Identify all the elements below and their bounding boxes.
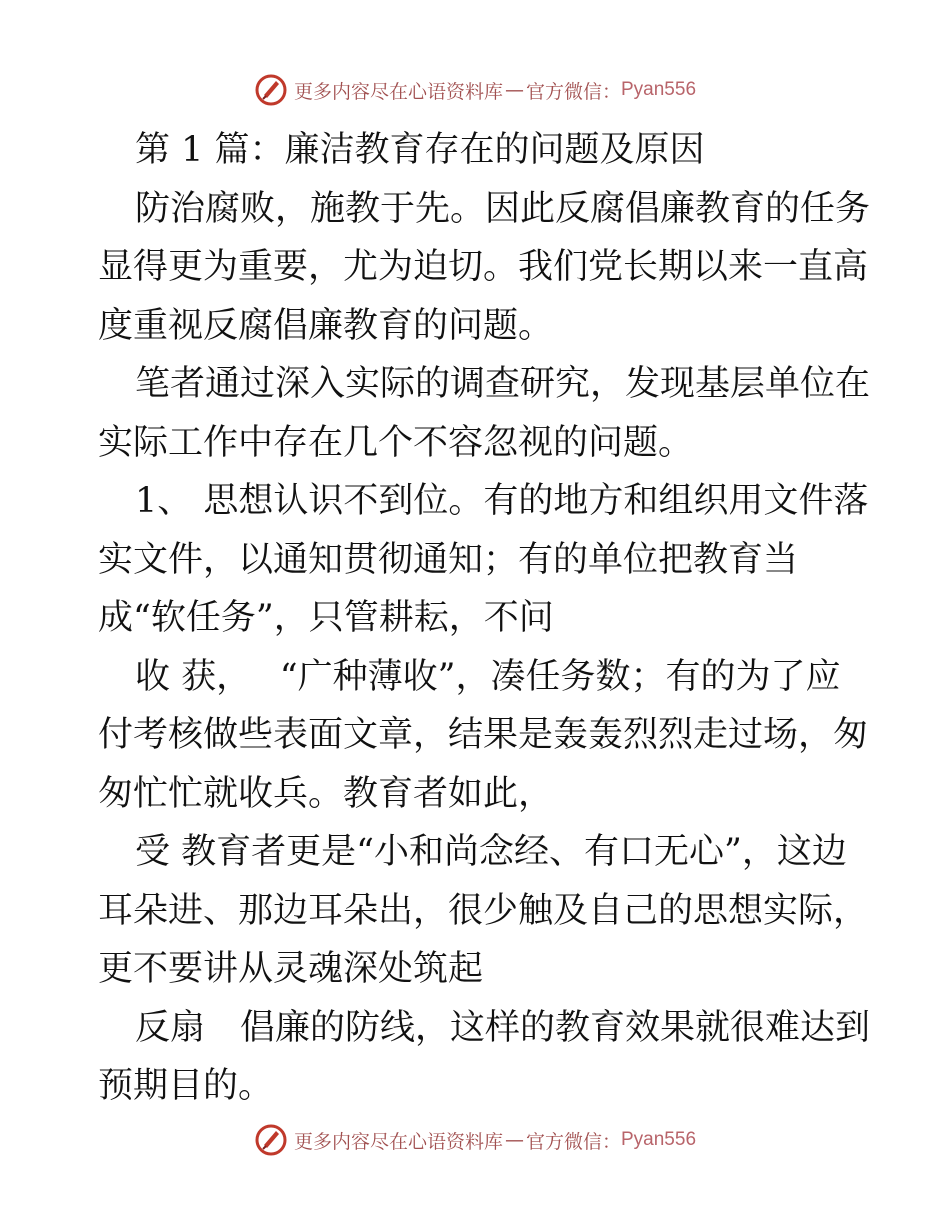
text-line: 收 获， “广种薄收”，凑任务数；有的为了应 (135, 656, 841, 697)
text-line: 度重视反腐倡廉教育的问题。 (98, 305, 554, 346)
text-line: 防治腐败，施教于先。因此反腐倡廉教育的任务 (135, 188, 871, 229)
text-line: 付考核做些表面文章，结果是轰轰烈烈走过场，匆 (98, 715, 869, 755)
text-line: 预期目的。 (98, 1066, 274, 1106)
banner-contact-id: Pyan556 (621, 1129, 697, 1150)
document-heading: 第 1 篇：廉洁教育存在的问题及原因 (135, 130, 705, 170)
banner-contact-id: Pyan556 (621, 79, 697, 100)
text-line: 成“软任务”，只管耕耘，不问 (98, 598, 554, 638)
brand-logo-icon (254, 73, 288, 107)
text-line: 受 教育者更是“小和尚念经、有口无心”，这边 (135, 832, 847, 872)
text-line: 耳朵进、那边耳朵出，很少触及自己的思想实际， (98, 890, 869, 931)
document-body (98, 121, 871, 1116)
banner-cn-text: 更多内容尽在心语资料库 (293, 1130, 503, 1153)
banner-contact-label: 官方微信： (525, 1130, 621, 1153)
text-line: 1、 思想认识不到位。有的地方和组织用文件落 (135, 481, 869, 521)
banner-cn-text: 更多内容尽在心语资料库 (293, 80, 503, 103)
text-line: 实文件，以通知贯彻通知；有的单位把教育当 (98, 539, 799, 580)
banner-contact-label: 官方微信： (525, 80, 621, 103)
text-line: 实际工作中存在几个不容忽视的问题。 (98, 422, 694, 463)
text-line: 反扇 倡廉的防线，这样的教育效果就很难达到 (135, 1007, 871, 1048)
text-line: 显得更为重要，尤为迫切。我们党长期以来一直高 (98, 247, 869, 287)
text-line: 笔者通过深入实际的调查研究，发现基层单位在 (135, 364, 871, 404)
text-line: 匆忙忙就收兵。教育者如此， (98, 773, 554, 814)
header-banner (0, 70, 950, 110)
banner-separator: — (504, 79, 524, 101)
banner-separator: — (504, 1129, 524, 1151)
footer-banner (0, 1120, 950, 1160)
brand-logo-icon (254, 1123, 288, 1157)
text-line: 更不要讲从灵魂深处筑起 (98, 949, 484, 989)
